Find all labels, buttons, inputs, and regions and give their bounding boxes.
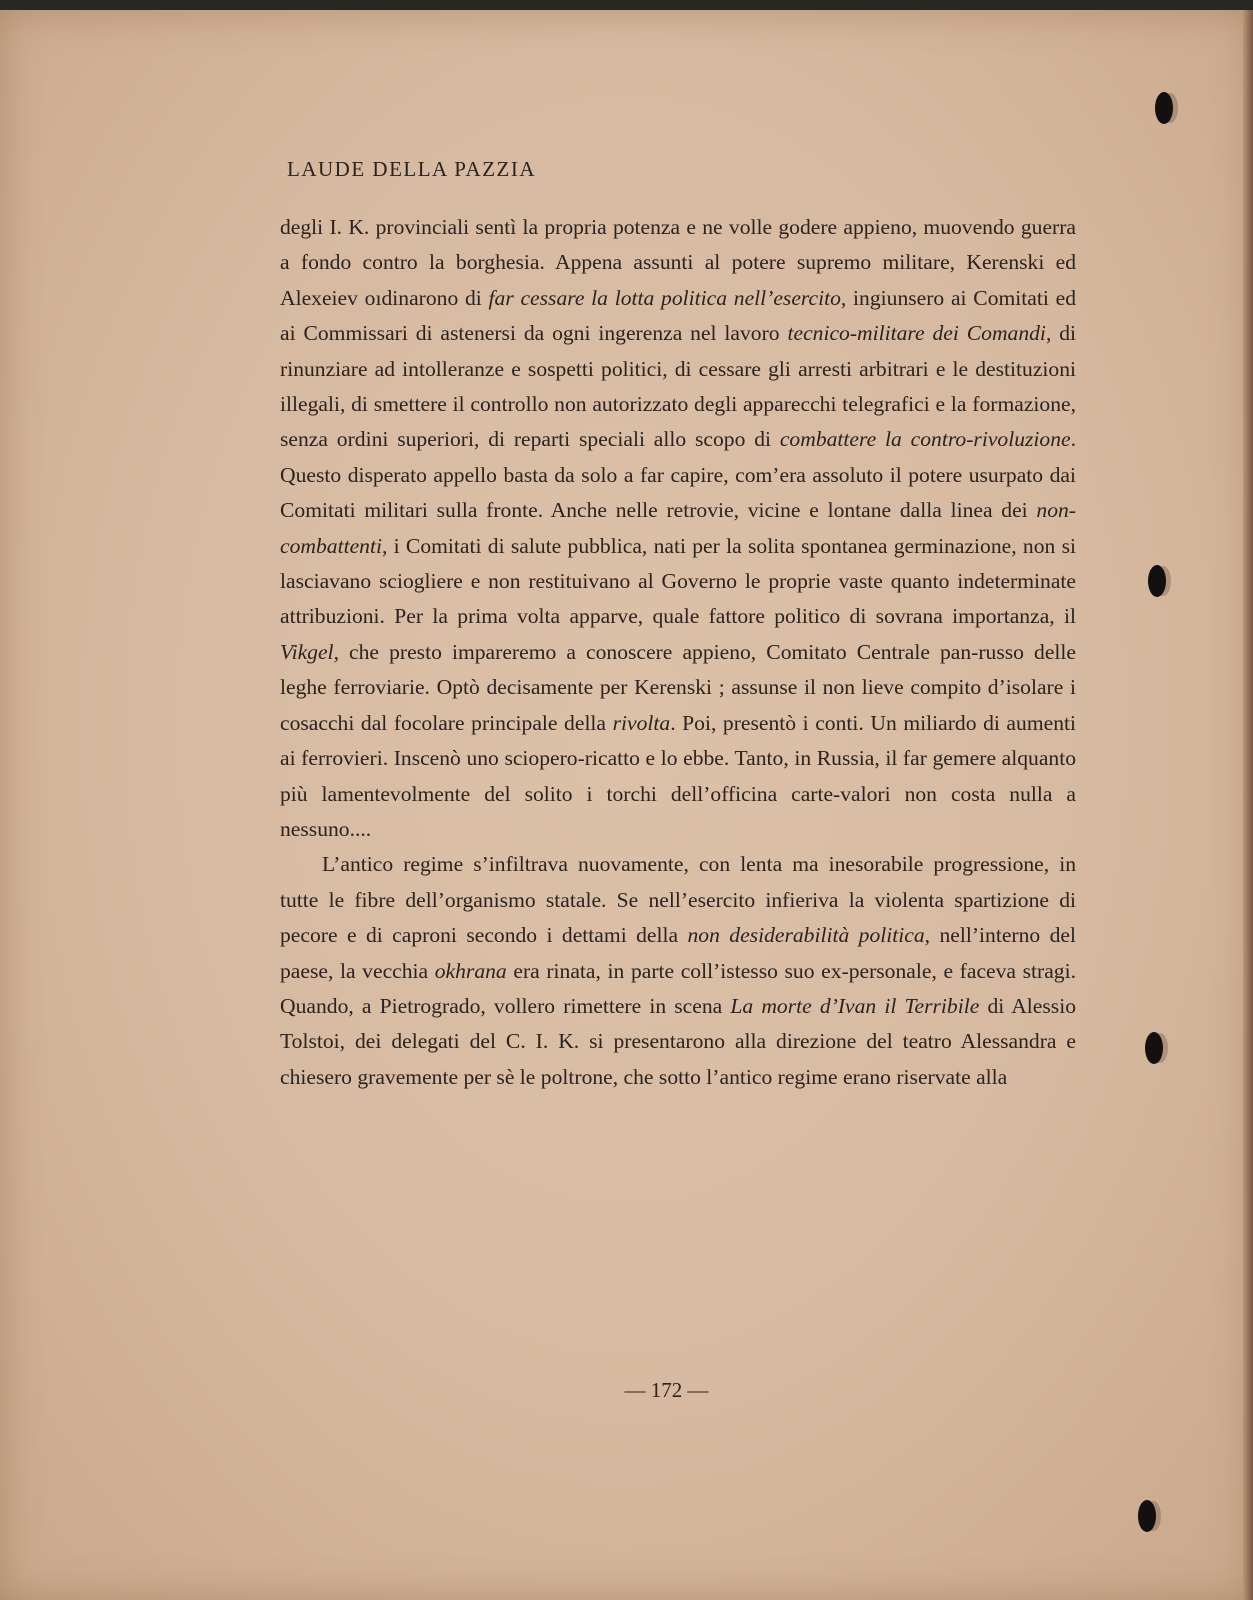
- text-run: era rinata, in parte coll’istesso suo ex-personale, e faceva stragi. Quando, a Pietrogrado, vollero rimettere in scena: [280, 958, 1077, 1018]
- italic-text: combattere la contro-rivoluzione: [779, 427, 1071, 452]
- page-number: — 172 —: [624, 1378, 709, 1402]
- italic-text: tecnico-militare dei Comandi: [787, 321, 1046, 346]
- text-run: di Alessio Tolstoi, dei delegati del C. I. K. si presentarono alla direzione del teatro Alessandra e chiesero gravemente per sè le poltrone, che sotto l’antico regime erano riservate alla: [280, 993, 1076, 1089]
- binding-hole: [1155, 92, 1173, 124]
- text-run: . Poi, presentò i conti. Un miliardo di aumenti ai ferrovieri. Inscenò uno sciopero-ricatto e lo ebbe. Tanto, in Russia, il far gemere alquanto più lamentevolmente del solito i torchi dell’officina carte-valori non costa nulla a nessuno....: [280, 710, 1076, 841]
- body-text: [280, 210, 1076, 1095]
- paragraph: [280, 847, 1076, 1095]
- paragraph: [280, 210, 1076, 847]
- text-run: , che presto impareremo a conoscere appieno, Comitato Centrale pan-russo delle leghe ferroviarie. Optò decisamente per Kerenski ; assunse il non lieve compito d’isolare i cosacchi dal focolare principale della: [280, 639, 1076, 735]
- text-run: , i Comitati di salute pubblica, nati per la solita spontanea germinazione, non si lasciavano sciogliere e non restituivano al Governo le proprie vaste quanto indeterminate attribuzioni. Per la prima volta apparve, quale fattore politico di sovrana importanza, il: [280, 533, 1076, 629]
- binding-hole: [1148, 565, 1166, 597]
- text-run: . Questo disperato appello basta da solo a far capire, com’era assoluto il potere usurpato dai Comitati militari sulla fronte. Anche nelle retrovie, vicine e lontane dalla linea dei: [280, 427, 1076, 523]
- italic-text: Vikgel: [280, 639, 334, 664]
- text-run: , ingiunsero ai Comitati ed ai Commissari di astenersi da ogni ingerenza nel lavoro: [280, 285, 1076, 346]
- italic-text: non-combattenti: [280, 498, 1076, 558]
- page-edge-shadow: [1243, 10, 1253, 1600]
- text-run: , nell’interno del paese, la vecchia: [280, 923, 1077, 983]
- binding-hole: [1145, 1032, 1163, 1064]
- italic-text: okhrana: [434, 958, 507, 983]
- italic-text: far cessare la lotta politica nell’esercito: [488, 285, 841, 310]
- italic-text: La morte d’Ivan il Terribile: [730, 993, 980, 1018]
- binding-hole: [1138, 1500, 1156, 1532]
- text-run: , di rinunziare ad intolleranze e sospetti politici, di cessare gli arresti arbitrari e le destituzioni illegali, di smettere il controllo non autorizzato degli apparecchi telegrafici e la formazione, senza ordini superiori, di reparti speciali allo scopo di: [280, 321, 1077, 452]
- text-run: L’antico regime s’infiltrava nuovamente, con lenta ma inesorabile progressione, in tutte le fibre dell’organismo statale. Se nell’esercito infieriva la violenta spartizione di pecore e di caproni secondo i dettami della: [280, 852, 1076, 948]
- text-run: degli I. K. provinciali sentì la propria potenza e ne volle godere appieno, muovendo guerra a fondo contro la borghesia. Appena assunti al potere supremo militare, Kerenski ed Alexeiev oıdinarono di: [280, 215, 1076, 310]
- italic-text: rivolta: [612, 710, 671, 735]
- book-page: [0, 10, 1253, 1600]
- italic-text: non desiderabilità politica: [687, 923, 925, 948]
- running-title: LAUDE DELLA PAZZIA: [287, 157, 537, 181]
